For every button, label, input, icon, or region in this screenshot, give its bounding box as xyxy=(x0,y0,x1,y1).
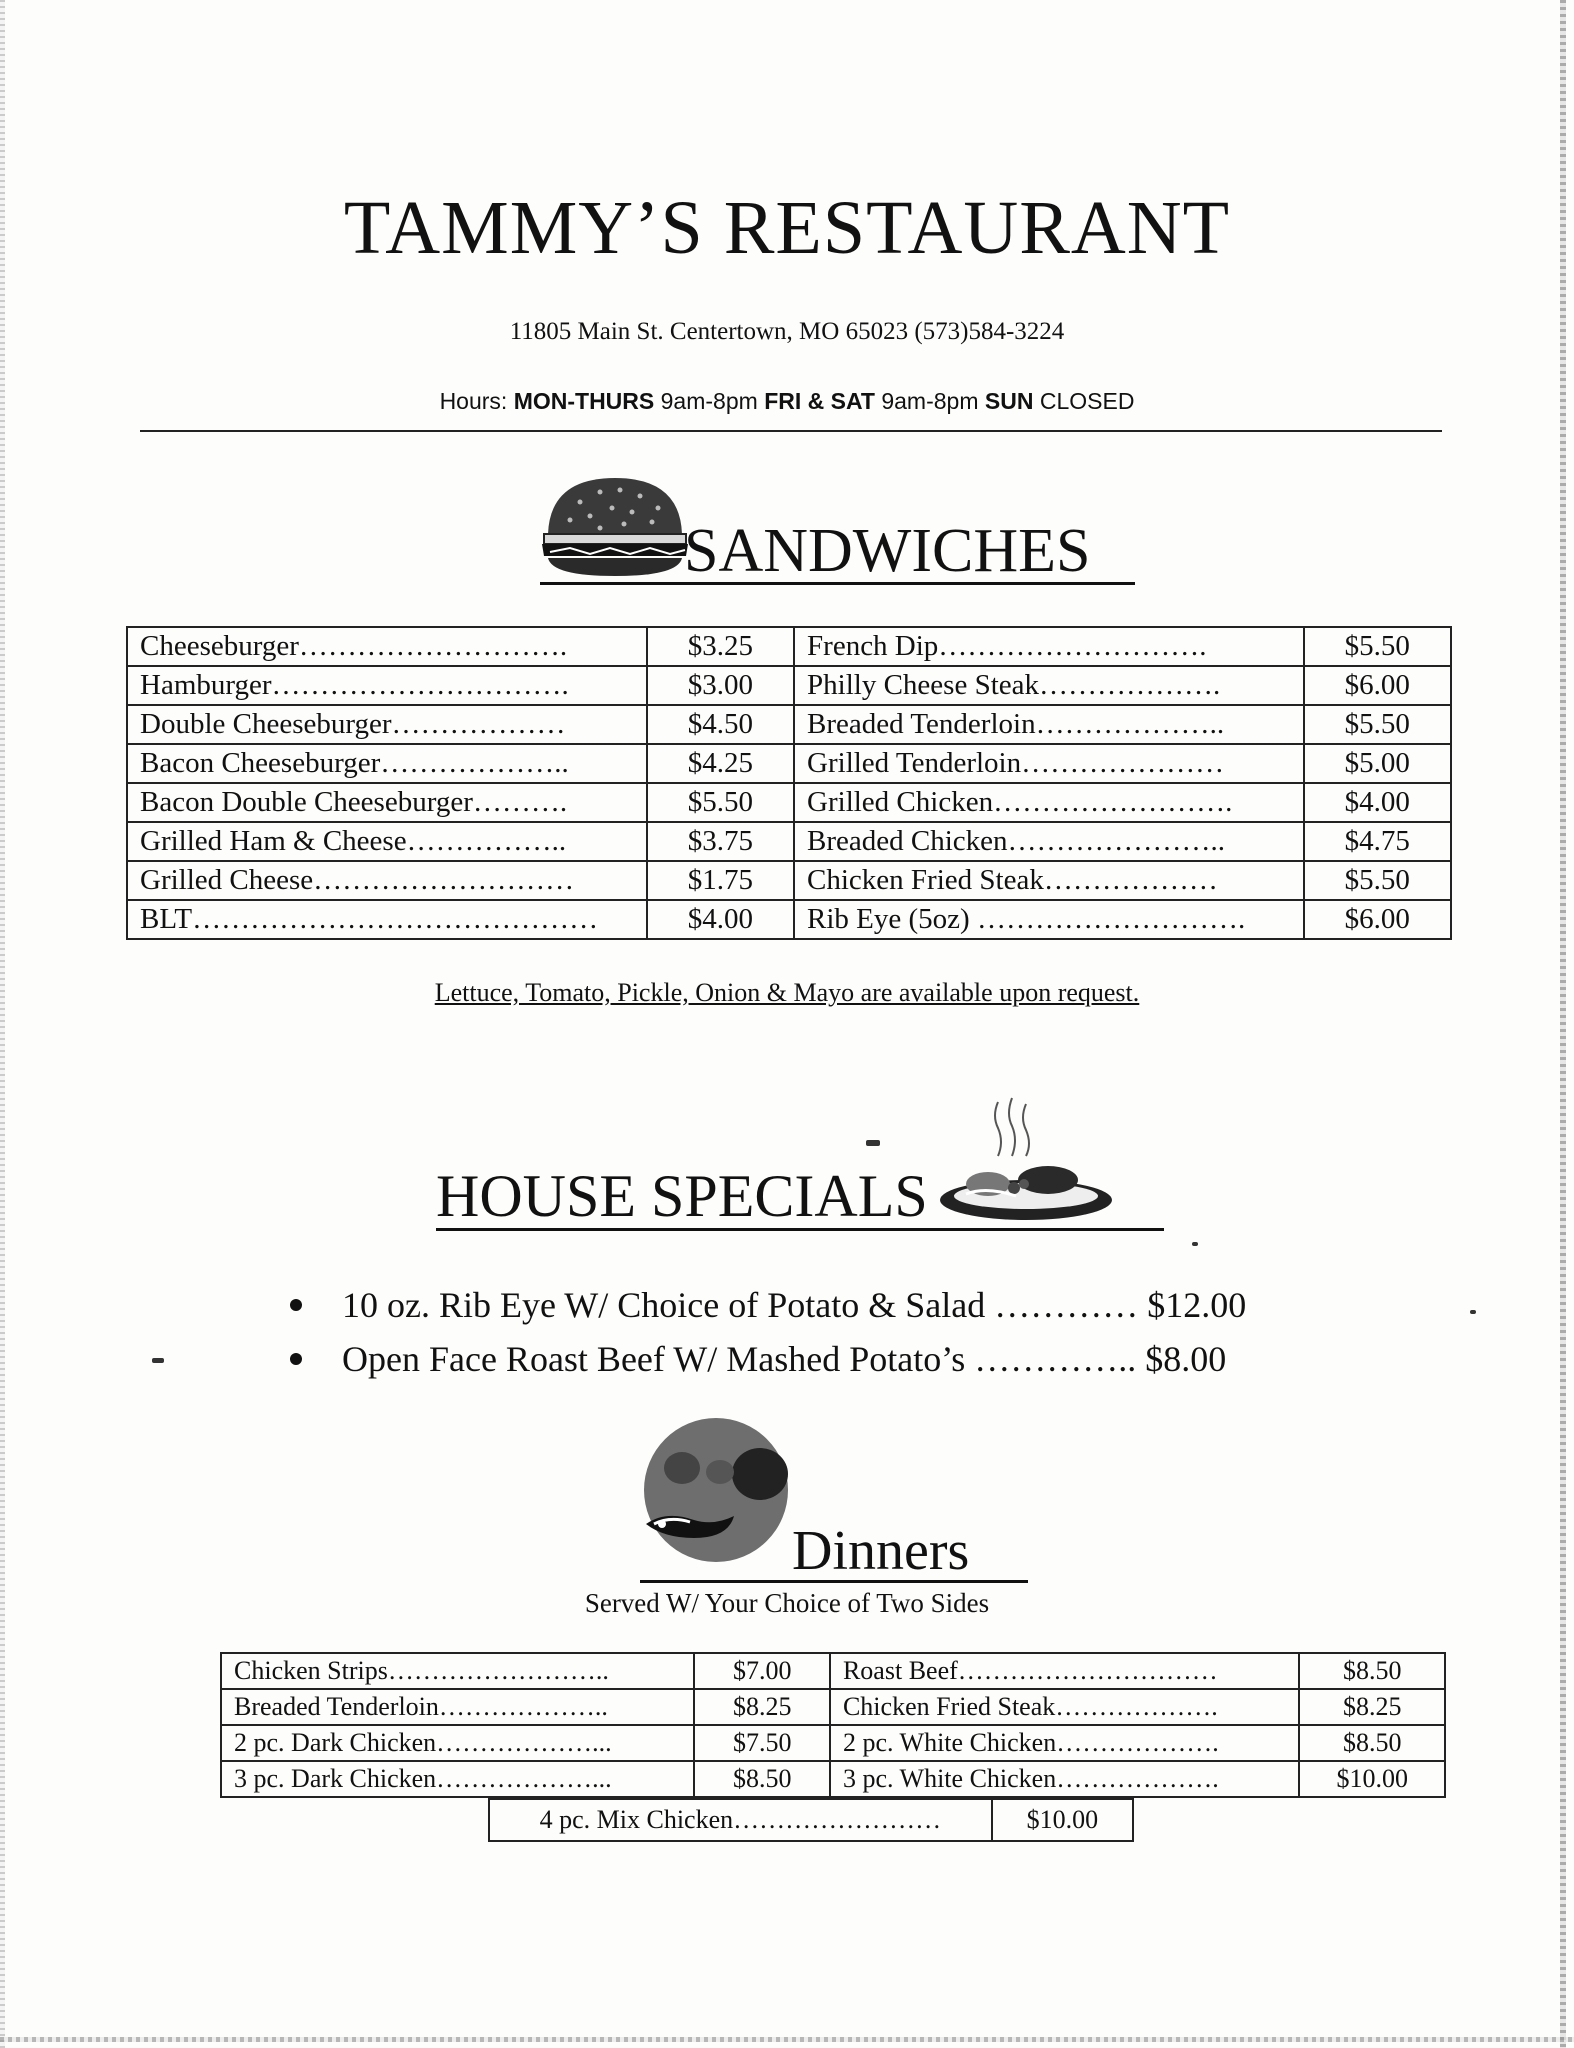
menu-item-name: Grilled Chicken……………………. xyxy=(794,783,1304,822)
table-row xyxy=(127,861,1451,900)
menu-item-price: $4.00 xyxy=(1304,783,1451,822)
sandwiches-table xyxy=(126,626,1452,940)
scan-speck xyxy=(866,1140,880,1146)
menu-item-price: $7.50 xyxy=(694,1725,830,1761)
menu-item-name: Bacon Double Cheeseburger………. xyxy=(127,783,647,822)
dinners-extra-table xyxy=(488,1798,1134,1842)
menu-item-price: $8.25 xyxy=(694,1689,830,1725)
menu-item-price: $5.00 xyxy=(1304,744,1451,783)
table-row xyxy=(127,627,1451,666)
table-row xyxy=(221,1653,1445,1689)
menu-item-price: $5.50 xyxy=(647,783,794,822)
menu-item-name: Chicken Fried Steak………………. xyxy=(830,1689,1299,1725)
menu-item-name: French Dip………………………. xyxy=(794,627,1304,666)
dinners-title: Dinners xyxy=(792,1520,970,1582)
menu-item-price: $7.00 xyxy=(694,1653,830,1689)
menu-item-price: $5.50 xyxy=(1304,627,1451,666)
burger-icon xyxy=(540,472,690,582)
menu-item-name: Breaded Tenderloin……………….. xyxy=(794,705,1304,744)
house-specials-title: HOUSE SPECIALS xyxy=(436,1163,928,1229)
menu-item-price: $8.50 xyxy=(694,1761,830,1797)
menu-item-price: $8.50 xyxy=(1299,1725,1445,1761)
table-row xyxy=(127,900,1451,939)
bullet-icon xyxy=(290,1299,302,1311)
hours-time-fri-sat: 9am-8pm xyxy=(874,388,985,414)
table-row xyxy=(127,744,1451,783)
hours-label: Hours: xyxy=(439,388,514,414)
menu-item-price: $8.50 xyxy=(1299,1653,1445,1689)
scan-edge-right xyxy=(1560,0,1566,2048)
dinners-heading xyxy=(640,1412,1028,1583)
table-row xyxy=(221,1689,1445,1725)
menu-item-price: $10.00 xyxy=(992,1799,1133,1841)
hours-ampersand: & xyxy=(807,388,825,414)
house-specials-heading xyxy=(436,1108,1164,1231)
menu-item-price: $4.75 xyxy=(1304,822,1451,861)
address-line: 11805 Main St. Centertown, MO 65023 (573)584-3224 xyxy=(509,318,1065,345)
menu-item-name: Breaded Chicken………………….. xyxy=(794,822,1304,861)
menu-item-name: Chicken Fried Steak……………… xyxy=(794,861,1304,900)
hours-closed: CLOSED xyxy=(1033,388,1135,414)
hours-day-sat: SAT xyxy=(824,388,875,414)
table-row xyxy=(127,783,1451,822)
hours-time-mon-thurs: 9am-8pm xyxy=(654,388,765,414)
menu-item-price: $5.50 xyxy=(1304,861,1451,900)
dinners-subheading: Served W/ Your Choice of Two Sides xyxy=(584,1588,990,1618)
restaurant-title: TAMMY’S RESTAURANT xyxy=(343,186,1231,270)
scan-speck xyxy=(1470,1310,1476,1314)
table-row xyxy=(489,1799,1133,1841)
header-divider xyxy=(140,430,1442,432)
bullet-icon xyxy=(290,1353,302,1365)
menu-item-name: 2 pc. White Chicken………………. xyxy=(830,1725,1299,1761)
hours-day-sun: SUN xyxy=(984,388,1034,414)
table-row xyxy=(221,1761,1445,1797)
menu-item-price: $10.00 xyxy=(1299,1761,1445,1797)
menu-item-name: Cheeseburger………………………. xyxy=(127,627,647,666)
list-item xyxy=(290,1332,1246,1386)
menu-item-name: 4 pc. Mix Chicken…………………… xyxy=(489,1799,992,1841)
menu-item-price: $6.00 xyxy=(1304,666,1451,705)
hours-day-fri: FRI xyxy=(764,388,808,414)
menu-item-price: $5.50 xyxy=(1304,705,1451,744)
hours-day-mon-thurs: MON-THURS xyxy=(513,388,655,414)
dinners-table xyxy=(220,1652,1446,1798)
menu-item-name: Rib Eye (5oz) ………………………. xyxy=(794,900,1304,939)
menu-item-price: $4.00 xyxy=(647,900,794,939)
menu-item-name: Grilled Ham & Cheese…………….. xyxy=(127,822,647,861)
menu-item-name: Chicken Strips…………………….. xyxy=(221,1653,694,1689)
special-item-text: 10 oz. Rib Eye W/ Choice of Potato & Salad ………… $12.00 xyxy=(342,1285,1247,1325)
menu-item-name: 3 pc. Dark Chicken………………... xyxy=(221,1761,694,1797)
sandwiches-title: SANDWICHES xyxy=(684,517,1091,585)
menu-item-price: $3.75 xyxy=(647,822,794,861)
menu-item-price: $8.25 xyxy=(1299,1689,1445,1725)
scan-speck xyxy=(152,1358,164,1363)
menu-item-name: Bacon Cheeseburger……………….. xyxy=(127,744,647,783)
hours-line xyxy=(0,388,1574,415)
house-specials-list xyxy=(290,1278,1246,1386)
menu-item-price: $3.25 xyxy=(647,627,794,666)
dinner-plate-icon xyxy=(640,1412,800,1572)
menu-item-name: Double Cheeseburger……………… xyxy=(127,705,647,744)
table-row xyxy=(221,1725,1445,1761)
steak-plate-icon xyxy=(936,1096,1116,1226)
menu-item-price: $4.50 xyxy=(647,705,794,744)
scan-edge-bottom xyxy=(0,2037,1574,2042)
sandwiches-heading xyxy=(540,462,1135,585)
menu-item-price: $1.75 xyxy=(647,861,794,900)
menu-item-name: BLT…………………………………… xyxy=(127,900,647,939)
condiments-note-text: Lettuce, Tomato, Pickle, Onion & Mayo are available upon request. xyxy=(434,978,1140,1007)
menu-item-name: Grilled Cheese……………………… xyxy=(127,861,647,900)
condiments-note xyxy=(0,978,1574,1008)
list-item xyxy=(290,1278,1246,1332)
scan-speck xyxy=(1192,1242,1198,1246)
menu-item-name: Roast Beef………………………… xyxy=(830,1653,1299,1689)
special-item-text: Open Face Roast Beef W/ Mashed Potato’s ………….. $8.00 xyxy=(342,1339,1227,1379)
table-row xyxy=(127,822,1451,861)
table-row xyxy=(127,705,1451,744)
menu-item-name: 2 pc. Dark Chicken………………... xyxy=(221,1725,694,1761)
menu-item-name: Breaded Tenderloin……………….. xyxy=(221,1689,694,1725)
menu-item-name: Grilled Tenderloin………………… xyxy=(794,744,1304,783)
menu-item-price: $4.25 xyxy=(647,744,794,783)
menu-item-price: $6.00 xyxy=(1304,900,1451,939)
menu-item-name: 3 pc. White Chicken………………. xyxy=(830,1761,1299,1797)
menu-item-name: Philly Cheese Steak………………. xyxy=(794,666,1304,705)
menu-item-price: $3.00 xyxy=(647,666,794,705)
scan-edge-left xyxy=(0,0,5,2048)
menu-item-name: Hamburger…………………………. xyxy=(127,666,647,705)
table-row xyxy=(127,666,1451,705)
